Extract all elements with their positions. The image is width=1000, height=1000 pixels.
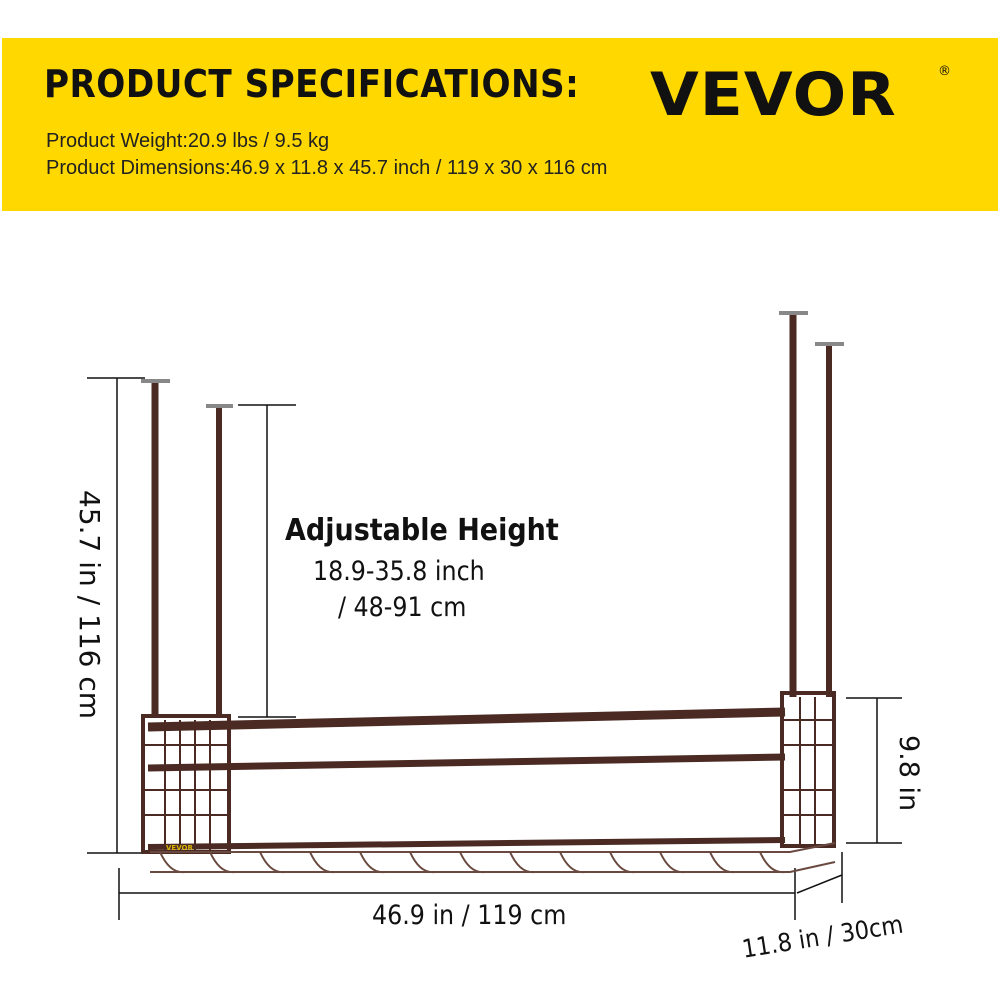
depth-label: 11.8 in / 30cm <box>740 909 906 964</box>
registered-mark: ® <box>938 64 951 79</box>
adjustable-range-cm: / 48-91 cm <box>338 592 467 623</box>
spec-weight: Product Weight:20.9 lbs / 9.5 kg <box>46 130 330 152</box>
spec-dimensions: Product Dimensions:46.9 x 11.8 x 45.7 inch / 119 x 30 x 116 cm <box>46 157 608 179</box>
spec-title: PRODUCT SPECIFICATIONS: <box>44 62 580 106</box>
rack-height-label: 9.8 in <box>893 735 924 812</box>
adjustable-range-inch: 18.9-35.8 inch <box>313 556 485 587</box>
width-label: 46.9 in / 119 cm <box>372 900 567 931</box>
adjustable-height-title: Adjustable Height <box>285 513 559 548</box>
rack-frame <box>141 313 844 852</box>
vevor-logo: VEVOR <box>650 60 897 130</box>
rack-brand-tag: VEVOR <box>166 844 193 852</box>
total-height-label: 45.7 in / 116 cm <box>73 490 106 720</box>
